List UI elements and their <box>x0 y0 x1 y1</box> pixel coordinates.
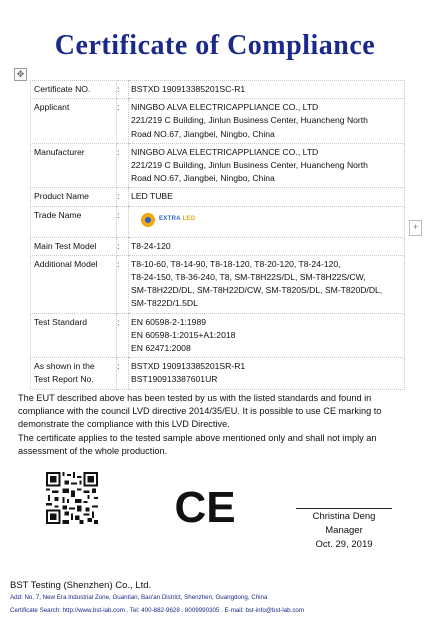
report-line: BST190913387601UR <box>131 374 218 385</box>
manufacturer-line: 221/219 C Building, Jinlun Business Center, Huancheng North <box>131 160 368 171</box>
compliance-statement: The EUT described above has been tested by us with the listed standards and found in compliance with the council LVD directive 2014/35/EU. It is possible to use CE marking to demonstrate the compliance with this LVD Directive. <box>18 393 382 429</box>
signatory-name: Christina Deng <box>312 511 376 522</box>
separator: : <box>117 99 129 144</box>
additional-model-label: Additional Model <box>31 255 117 313</box>
label-line: Test Report No. <box>34 374 94 385</box>
table-move-handle-icon[interactable]: ✥ <box>14 68 27 81</box>
signature-date: Oct. 29, 2019 <box>315 539 373 550</box>
trade-name-label: Trade Name <box>31 206 117 237</box>
scope-statement: The certificate applies to the tested sample above mentioned only and shall not imply an assessment of the whole production. <box>18 433 377 456</box>
qr-code-icon[interactable] <box>46 472 98 524</box>
table-row <box>31 255 405 313</box>
separator: : <box>117 81 129 99</box>
logo-text <box>159 213 196 226</box>
add-row-handle-icon[interactable]: + <box>409 220 422 236</box>
applicant-line: 221/219 C Building, Jinlun Business Center, Huancheng North <box>131 115 368 126</box>
table-row <box>31 313 405 358</box>
table-row <box>31 188 405 206</box>
separator: : <box>117 188 129 206</box>
standard-line: EN 60598-2-1:1989 <box>131 316 207 327</box>
table-row <box>31 206 405 237</box>
product-name-label: Product Name <box>31 188 117 206</box>
separator: : <box>117 313 129 358</box>
trade-name-value <box>129 206 405 237</box>
issuer-address: Add: No. 7, New Era Industrial Zone, Guantian, Bao'an District, Shenzhen, Guangdong, China <box>10 594 268 601</box>
test-standard-label: Test Standard <box>31 313 117 358</box>
manufacturer-line: NINGBO ALVA ELECTRICAPPLIANCE CO., LTD <box>131 146 319 157</box>
manufacturer-value <box>129 143 405 188</box>
test-report-label <box>31 358 117 389</box>
logo-sub: LED <box>182 216 196 223</box>
manufacturer-label: Manufacturer <box>31 143 117 188</box>
certificate-title: Certificate of Compliance <box>54 30 376 61</box>
main-test-model-label: Main Test Model <box>31 237 117 255</box>
applicant-value <box>129 99 405 144</box>
product-name-value: LED TUBE <box>129 188 405 206</box>
issuer-company: BST Testing (Shenzhen) Co., Ltd. <box>10 580 152 591</box>
report-line: BSTXD 190913385201SR-R1 <box>131 361 246 372</box>
test-report-value <box>129 358 405 389</box>
standard-line: EN 62471:2008 <box>131 343 191 354</box>
standard-line: EN 60598-1:2015+A1:2018 <box>131 329 236 340</box>
separator: : <box>117 206 129 237</box>
table-row <box>31 237 405 255</box>
main-test-model-value: T8-24-120 <box>129 237 405 255</box>
applicant-label: Applicant <box>31 99 117 144</box>
manufacturer-line: Road NO.67, Jiangbei, Ningbo, China <box>131 173 275 184</box>
ce-mark-text: CE <box>174 484 236 528</box>
signatory-role: Manager <box>325 525 363 536</box>
certificate-details-table <box>30 80 405 390</box>
label-line: As shown in the <box>34 361 95 372</box>
extra-led-logo-icon <box>141 213 155 227</box>
model-line: T8-24-150, T8-36-240, T8, SM-T8H22S/DL, SM-T8H22S/CW, <box>131 272 366 283</box>
issuer-contact: Certificate Search: http://www.bst-lab.com . Tel: 400-882-9628 , 8009990305 . E-mail: bst-info@bst-lab.com <box>10 607 305 614</box>
ce-mark-icon <box>170 484 240 528</box>
table-row <box>31 99 405 144</box>
model-line: SM-T822D/1.5DL <box>131 298 198 309</box>
applicant-line: NINGBO ALVA ELECTRICAPPLIANCE CO., LTD <box>131 102 319 113</box>
separator: : <box>117 358 129 389</box>
model-line: SM-T8H22D/DL, SM-T8H22D/CW, SM-T820S/DL, SM-T820D/DL, <box>131 285 383 296</box>
additional-model-value <box>129 255 405 313</box>
logo-brand: EXTRA <box>159 216 181 223</box>
table-row <box>31 81 405 99</box>
table-row <box>31 358 405 389</box>
certificate-no-label: Certificate NO. <box>31 81 117 99</box>
model-line: T8-10-60, T8-14-90, T8-18-120, T8-20-120, T8-24-120, <box>131 258 341 269</box>
test-standard-value <box>129 313 405 358</box>
separator: : <box>117 143 129 188</box>
table-row <box>31 143 405 188</box>
separator: : <box>117 255 129 313</box>
applicant-line: Road NO.67, Jiangbei, Ningbo, China <box>131 128 275 139</box>
signature-line <box>296 508 392 509</box>
separator: : <box>117 237 129 255</box>
trade-logo <box>131 209 404 233</box>
certificate-no-value: BSTXD 190913385201SC-R1 <box>129 81 405 99</box>
